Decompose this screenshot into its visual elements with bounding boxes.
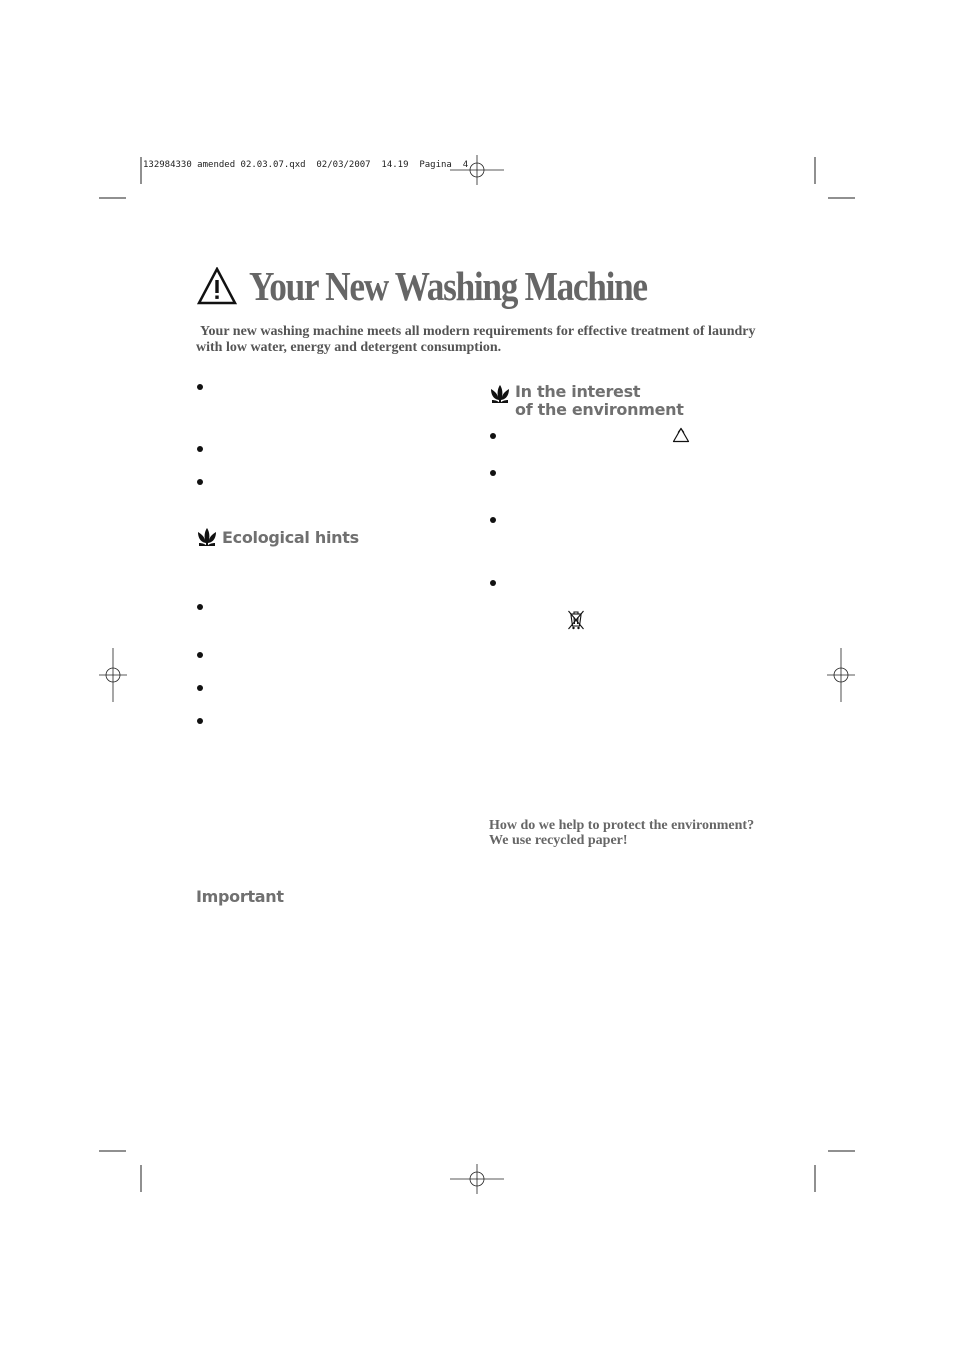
intro-paragraph [196,324,756,356]
bullet [490,470,496,476]
flower-icon [489,383,511,405]
footnote-line-2: We use recycled paper! [489,833,628,848]
recycled-paper-note [489,818,754,848]
bullet [490,517,496,523]
recycle-icon [672,427,690,443]
flower-icon [196,526,218,548]
bullet [490,433,496,439]
registration-mark-bottom [450,1164,504,1194]
bullet [490,580,496,586]
bullet [197,652,203,658]
bullet [197,604,203,610]
crossed-bin-icon [567,609,585,631]
intro-line-2: with low water, energy and detergent consumption. [196,340,502,355]
footnote-line-1: How do we help to protect the environment? [489,818,755,833]
intro-line-1: Your new washing machine meets all modern requirements for effective treatment of laundry [200,324,756,339]
ecological-hints-heading-block [196,526,359,548]
print-slug: 132984330 amended 02.03.07.qxd 02/03/2007 14.19 Pagina 4 [143,160,469,170]
warning-triangle-icon [197,267,237,305]
bullet [197,479,203,485]
environment-heading-line-1: In the interest [515,382,641,401]
page-header [197,262,712,310]
important-heading: Important [196,887,284,906]
bullet [197,685,203,691]
registration-mark-right [827,648,855,702]
bullet [197,384,203,390]
bullet [197,718,203,724]
page-title: Your New Washing Machine [249,263,647,309]
registration-mark-left [99,648,127,702]
ecological-hints-heading: Ecological hints [222,527,359,547]
bullet [197,446,203,452]
environment-heading-line-2: of the environment [515,400,684,419]
environment-heading-block [489,383,684,419]
